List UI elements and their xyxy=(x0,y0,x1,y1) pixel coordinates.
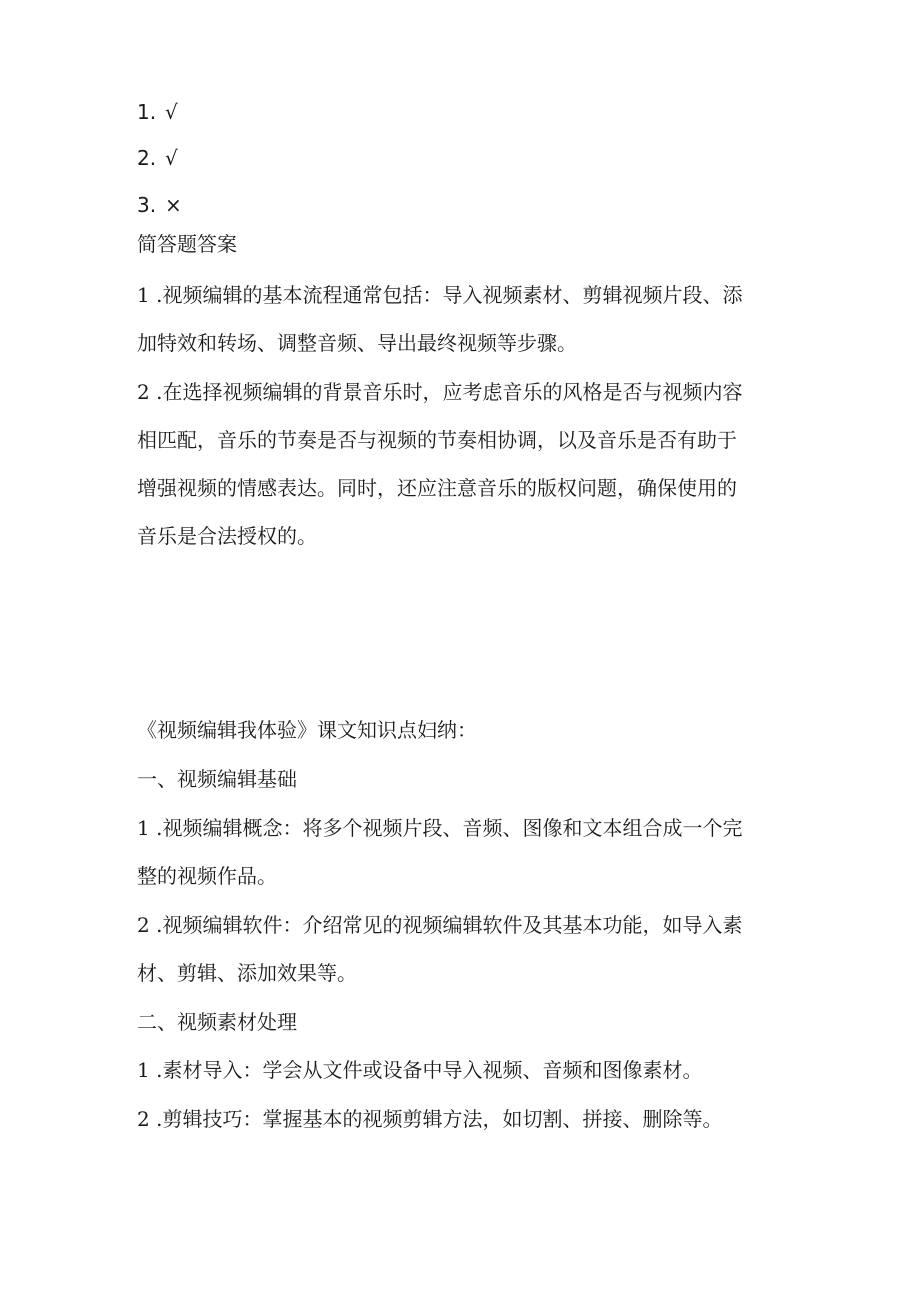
short-answer-1-line-1: 1 .视频编辑的基本流程通常包括：导入视频素材、剪辑视频片段、添 xyxy=(137,283,743,307)
answer-number: 2. xyxy=(137,146,157,170)
judgement-answer-2 xyxy=(137,146,787,170)
short-answer-1-line-2: 加特效和转场、调整音频、导出最终视频等步骤。 xyxy=(137,331,577,355)
short-answer-2-line-4: 音乐是合法授权的。 xyxy=(137,524,317,548)
section-1-item-2-line-2: 材、剪辑、添加效果等。 xyxy=(137,961,357,985)
summary-title: 《视频编辑我体验》课文知识点妇纳： xyxy=(137,718,477,742)
section-2-item-2: 2 .剪辑技巧：掌握基本的视频剪辑方法，如切割、拼接、删除等。 xyxy=(137,1107,723,1131)
answer-mark: √ xyxy=(165,100,178,124)
answer-mark: √ xyxy=(165,146,178,170)
section-1-heading: 一、视频编辑基础 xyxy=(137,767,297,791)
section-1-item-1-line-2: 整的视频作品。 xyxy=(137,864,277,888)
judgement-answer-1 xyxy=(137,100,787,124)
answer-number: 1. xyxy=(137,100,157,124)
answer-mark: × xyxy=(165,193,182,217)
short-answer-2-line-3: 增强视频的情感表达。同时，还应注意音乐的版权问题，确保使用的 xyxy=(137,476,737,500)
short-answer-heading: 简答题答案 xyxy=(137,232,237,256)
section-1-item-1-line-1: 1 .视频编辑概念：将多个视频片段、音频、图像和文本组合成一个完 xyxy=(137,816,743,840)
short-answer-2-line-2: 相匹配，音乐的节奏是否与视频的节奏相协调，以及音乐是否有助于 xyxy=(137,428,737,452)
short-answer-2-line-1: 2 .在选择视频编辑的背景音乐时，应考虑音乐的风格是否与视频内容 xyxy=(137,380,743,404)
section-1-item-2-line-1: 2 .视频编辑软件：介绍常见的视频编辑软件及其基本功能，如导入素 xyxy=(137,913,743,937)
answer-number: 3. xyxy=(137,193,157,217)
section-2-heading: 二、视频素材处理 xyxy=(137,1010,297,1034)
section-2-item-1: 1 .素材导入：学会从文件或设备中导入视频、音频和图像素材。 xyxy=(137,1058,703,1082)
judgement-answer-3 xyxy=(137,193,787,217)
